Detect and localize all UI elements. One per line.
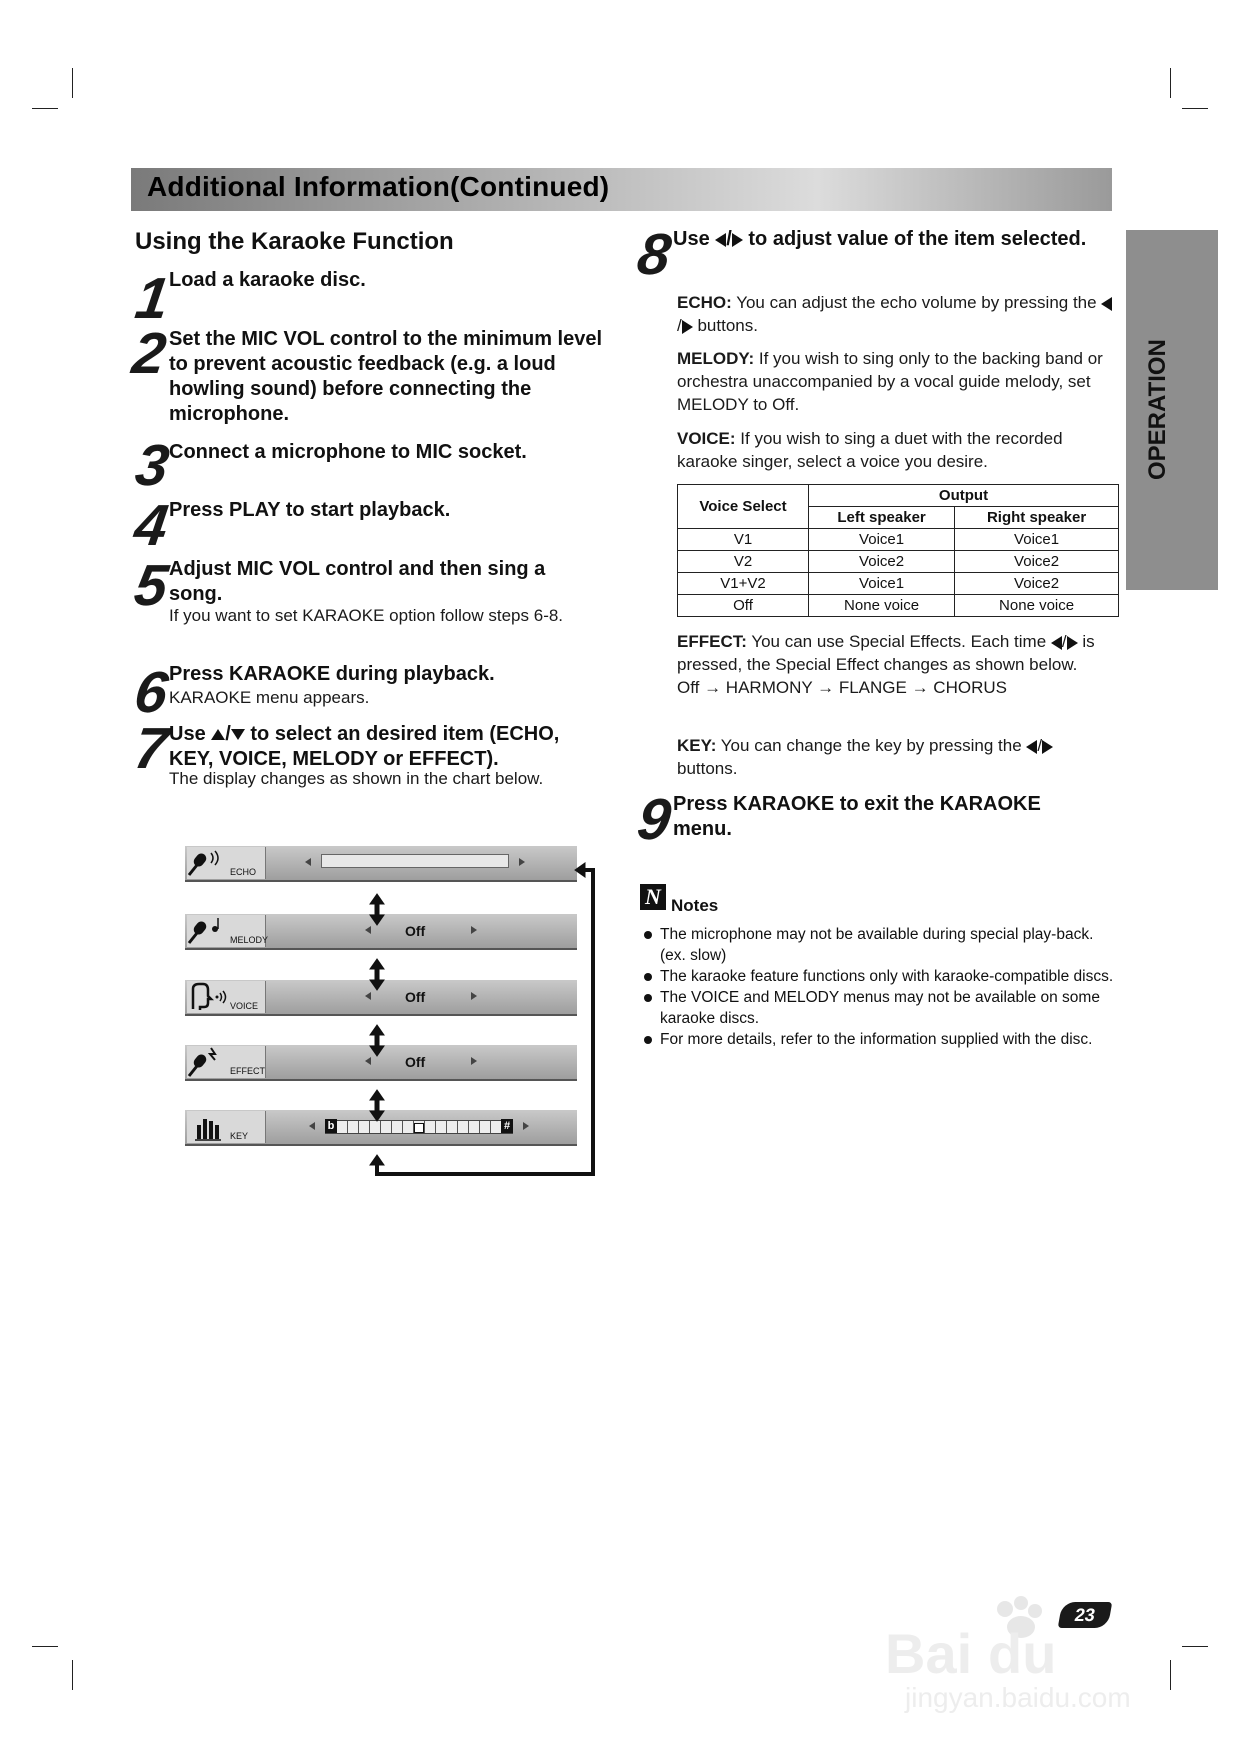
step-heading: Load a karaoke disc. [169,269,366,291]
left-arrow-icon [1051,636,1062,650]
effect-text: is pressed, the Special Effect changes as shown below. [677,632,1095,674]
crop-mark [32,1646,58,1647]
right-arrow-icon [519,858,525,866]
table-cell: V1+V2 [678,573,809,595]
melody-label: MELODY: [677,349,755,368]
table-cell: None voice [809,595,955,617]
table-cell: Voice2 [955,573,1119,595]
right-arrow-icon [523,1122,529,1130]
step-number: 5 [130,553,169,618]
crop-mark [72,1660,73,1690]
melody-text: If you wish to sing only to the backing band or orchestra unaccompanied by a vocal guide melody, set MELODY to Off. [677,349,1103,414]
menu-label: MELODY [230,935,269,945]
step-body: The display changes as shown in the chart below. [169,769,544,788]
table-row [678,551,1119,573]
right-arrow-icon [471,926,477,934]
voice-paragraph [677,427,1117,473]
table-cell: Off [678,595,809,617]
crop-mark [72,68,73,98]
right-arrow-icon [732,233,743,247]
menu-label: KEY [230,1131,249,1141]
left-arrow-icon [1101,297,1112,311]
step-heading: Press KARAOKE to exit the KARAOKE menu. [673,793,1041,840]
side-tab [1126,230,1218,590]
step-heading: Use / to adjust value of the item selected. [673,228,1087,250]
menu-row-effect [185,1045,577,1081]
list-item: The microphone may not be available during special play-back. (ex. slow) [644,924,1114,966]
step-heading: Press PLAY to start playback. [169,499,451,521]
step-number: 1 [131,266,170,331]
effect-label: EFFECT: [677,632,747,651]
svg-text:Bai: Bai [885,1622,973,1685]
left-arrow-icon [365,1057,371,1065]
key-text: You can change the key by pressing the [720,736,1022,755]
effect-paragraph: EFFECT: You can use Special Effects. Each time / is pressed, the Special Effect changes as shown below. Off → HARMONY → FLANGE → CHORUS [677,630,1117,699]
left-arrow-icon [1026,740,1037,754]
left-arrow-icon [365,992,371,1000]
step-heading: Set the MIC VOL control to the minimum level to prevent acoustic feedback (e.g. a loud howling sound) before connecting the microphone. [169,328,603,425]
list-item: The VOICE and MELODY menus may not be available on some karaoke discs. [644,987,1114,1029]
crop-mark [32,108,58,109]
watermark-logo [885,1595,1175,1715]
table-cell: V2 [678,551,809,573]
up-arrow-icon [370,1155,384,1165]
step-heading: Adjust MIC VOL control and then sing a song. [169,558,546,605]
microphone-echo-icon [187,847,266,879]
key-text: buttons. [677,759,738,778]
key-paragraph: KEY: You can change the key by pressing the / buttons. [677,734,1117,780]
crop-mark [1170,68,1171,98]
table-header-voice-select: Voice Select [678,485,809,529]
table-header-output: Output [809,485,1119,507]
table-cell: V1 [678,529,809,551]
right-arrow-icon [1042,740,1053,754]
menu-value: Off [405,1054,426,1070]
crop-mark [1182,108,1208,109]
table-header-right: Right speaker [955,507,1119,529]
effect-text: You can use Special Effects. Each time [751,632,1047,651]
step-heading-part: Use [169,723,206,745]
right-arrow-icon [1067,636,1078,650]
voice-label: VOICE: [677,429,736,448]
microphone-effect-icon [187,1046,266,1078]
table-cell: Voice1 [955,529,1119,551]
step-body: KARAOKE menu appears. [169,688,370,707]
echo-paragraph: ECHO: You can adjust the echo volume by pressing the / buttons. [677,291,1117,337]
voice-text: If you wish to sing a duet with the recorded karaoke singer, select a voice you desire. [677,429,1063,471]
list-item: The karaoke feature functions only with karaoke-compatible discs. [644,966,1114,987]
page-title: Additional Information(Continued) [147,171,610,202]
table-cell: Voice1 [809,529,955,551]
step-number: 4 [130,493,169,558]
step-number: 2 [128,321,167,386]
step-heading: Press KARAOKE during playback. [169,663,495,685]
echo-label: ECHO: [677,293,732,312]
section-title: Using the Karaoke Function [135,228,454,255]
melody-paragraph [677,347,1117,416]
left-arrow-icon [305,858,311,866]
echo-text: buttons. [697,316,758,335]
list-item: For more details, refer to the information supplied with the disc. [644,1029,1114,1050]
page-number: 23 [1058,1602,1113,1628]
up-arrow-icon [211,729,225,740]
notes-title: Notes [671,896,719,915]
table-row [678,529,1119,551]
menu-value: Off [405,923,426,939]
step-heading-part: Use [673,228,710,250]
table-cell: Voice2 [809,551,955,573]
microphone-melody-icon [187,915,269,947]
step-heading: Connect a microphone to MIC socket. [169,441,527,463]
table-cell: None voice [955,595,1119,617]
table-header-left: Left speaker [809,507,955,529]
menu-value: Off [405,989,426,1005]
step-number: 6 [130,660,169,725]
menu-row-voice [185,980,577,1016]
key-sharp-label: # [501,1119,513,1133]
right-arrow-icon [471,1057,477,1065]
step-number: 9 [633,787,672,852]
notes-icon: N [640,884,666,910]
menu-row-melody [185,914,577,950]
menu-row-key [185,1110,577,1146]
menu-label: VOICE [230,1001,259,1011]
step-number: 8 [633,222,672,287]
table-row [678,595,1119,617]
key-bars-icon [187,1111,266,1143]
crop-mark [1182,1646,1208,1647]
notes-list [644,924,1114,1050]
step-number: 7 [130,716,169,781]
table-row [678,573,1119,595]
table-cell: Voice1 [809,573,955,595]
left-arrow-icon [365,926,371,934]
menu-label: ECHO [230,867,257,877]
voice-table [677,484,1119,617]
step-body: If you want to set KARAOKE option follow steps 6-8. [169,606,564,625]
svg-text:du: du [988,1622,1057,1685]
key-scale [325,1120,513,1134]
echo-text: You can adjust the echo volume by pressing the [736,293,1097,312]
step-number: 3 [131,433,170,498]
key-flat-label: b [325,1119,337,1133]
right-arrow-icon [471,992,477,1000]
left-arrow-icon [715,233,726,247]
step-heading-part: to select an desired item (ECHO, KEY, VOICE, MELODY or EFFECT). [169,723,560,770]
left-arrow-icon [309,1122,315,1130]
step-heading: Use / to select an desired item (ECHO, KEY, VOICE, MELODY or EFFECT). [169,723,560,770]
effect-sequence: Off → HARMONY → FLANGE → CHORUS [677,678,1007,697]
menu-label: EFFECT [230,1066,265,1076]
down-arrow-icon [231,729,245,740]
key-label: KEY: [677,736,717,755]
svg-text:jingyan.baidu.com: jingyan.baidu.com [905,1682,1131,1713]
menu-row-echo [185,846,577,882]
echo-slider [321,854,509,868]
right-arrow-icon [682,320,693,334]
voice-face-icon [187,981,266,1013]
table-cell: Voice2 [955,551,1119,573]
step-heading-part: to adjust value of the item selected. [748,228,1087,250]
key-position-marker [414,1123,424,1133]
side-tab-label: OPERATION [1144,339,1171,480]
